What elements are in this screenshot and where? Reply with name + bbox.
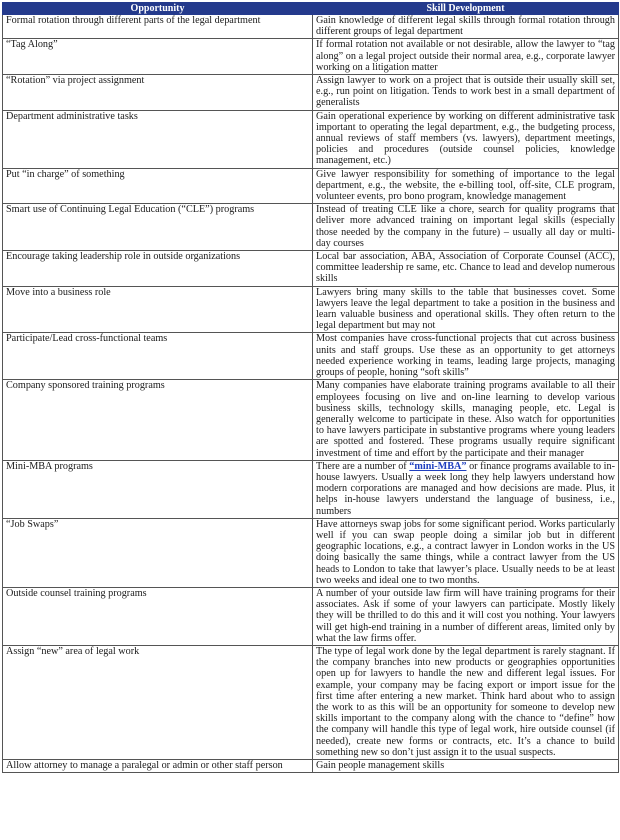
opportunities-table [2, 2, 619, 773]
opportunity-cell: Move into a business role [3, 286, 313, 333]
table-row [3, 460, 619, 518]
opportunity-cell: Company sponsored training programs [3, 380, 313, 460]
table-row [3, 251, 619, 287]
opportunity-cell: Mini-MBA programs [3, 460, 313, 518]
opportunity-cell: Assign “new” area of legal work [3, 645, 313, 759]
table-row [3, 168, 619, 204]
table-row [3, 39, 619, 75]
table-row [3, 518, 619, 587]
table-row [3, 204, 619, 251]
skill-cell: Have attorneys swap jobs for some significant period. Works particularly well if you can swap people doing a similar job but in different geographic locations, e.g., a contract lawyer in London works in the US doing basically the same things, while a contract lawyer from the US heads to London to take that lawyer’s place. Usually needs to be at least two weeks and ideal one to two months. [313, 518, 619, 587]
skill-cell [313, 460, 619, 518]
table-row [3, 286, 619, 333]
skill-cell: A number of your outside law firm will have training programs for their associates. Ask if some of your lawyers can participate. Mostly likely they will be thrilled to do this and it will cost you nothing. Your lawyers will get high-end training in a number of different areas, limited only by what the law firms offer. [313, 587, 619, 645]
opportunity-cell: Smart use of Continuing Legal Education (“CLE”) programs [3, 204, 313, 251]
table-row [3, 587, 619, 645]
opportunity-cell: Department administrative tasks [3, 110, 313, 168]
skill-cell: Gain people management skills [313, 760, 619, 773]
skill-cell: Lawyers bring many skills to the table that businesses covet. Some lawyers leave the legal department to take a position in the business and learn valuable business and operational skills. They often return to the legal department but may not [313, 286, 619, 333]
opportunity-cell: “Job Swaps” [3, 518, 313, 587]
skill-cell: Many companies have elaborate training programs available to all their employees focusing on live and on-line learning to develop various business skills, technology skills, managing people, etc. Legal is generally welcome to participate in these. Also watch for opportunities to have lawyers participate in substantive programs where young leaders are spotted and fostered. These programs usually require significant investment of time and effort by the participate and their manager [313, 380, 619, 460]
skill-cell: Instead of treating CLE like a chore, search for quality programs that deliver more advanced training on important legal skills (especially those needed by the company in the future) – usually all day or multi-day courses [313, 204, 619, 251]
table-row [3, 645, 619, 759]
skill-cell: Assign lawyer to work on a project that is outside their usually skill set, e.g., run point on litigation. Tends to work best in a small department of generalists [313, 75, 619, 111]
header-opportunity: Opportunity [3, 3, 313, 15]
table-row [3, 110, 619, 168]
skill-cell: Give lawyer responsibility for something of importance to the legal department, e.g., the website, the e-billing tool, off-site, CLE program, volunteer events, pro bono program, knowledge management [313, 168, 619, 204]
table-row [3, 380, 619, 460]
opportunity-cell: Participate/Lead cross-functional teams [3, 333, 313, 380]
table-row [3, 333, 619, 380]
opportunity-cell: “Rotation” via project assignment [3, 75, 313, 111]
skill-cell: If formal rotation not available or not desirable, allow the lawyer to “tag along” on a legal project outside their normal area, e.g., corporate lawyer working on a litigation matter [313, 39, 619, 75]
skill-cell: Gain knowledge of different legal skills through formal rotation through different groups of legal department [313, 15, 619, 39]
opportunity-cell: Allow attorney to manage a paralegal or admin or other staff person [3, 760, 313, 773]
header-skill-development: Skill Development [313, 3, 619, 15]
opportunity-cell: “Tag Along” [3, 39, 313, 75]
table-row [3, 760, 619, 773]
table-row [3, 75, 619, 111]
opportunity-cell: Put “in charge” of something [3, 168, 313, 204]
skill-cell: Local bar association, ABA, Association of Corporate Counsel (ACC), committee leadership re same, etc. Chance to lead and develop numerous skills [313, 251, 619, 287]
skill-text-before-link: There are a number of [316, 460, 410, 472]
mini-mba-link[interactable]: “mini-MBA” [409, 460, 467, 472]
skill-cell: The type of legal work done by the legal department is rarely stagnant. If the company branches into new products or geographies opportunities open up for lawyers to handle the new and different legal issues. For example, your company may be facing export or import issue for the first time after entering a new market. Think hard about who to assign the work to as this will be an opportunity for someone to develop new skills important to the company along with the chance to “define” how the company will handle this type of legal work, hire outside counsel (if needed), create new forms or contracts, etc. It’s a chance to build something new so don’t just assign it to the usual suspects. [313, 645, 619, 759]
opportunity-cell: Formal rotation through different parts of the legal department [3, 15, 313, 39]
skill-cell: Most companies have cross-functional projects that cut across business units and staff groups. Use these as an opportunity to get attorneys needed experience working in teams, leading large projects, managing groups of people, honing “soft skills” [313, 333, 619, 380]
skill-text-after-link: or finance programs available to in-house lawyers. Usually a week long they help lawyers understand how modern corporations are managed and how decisions are made. Plus, it helps in-house lawyers understand the language of business, i.e., numbers [316, 460, 615, 517]
table-row [3, 15, 619, 39]
opportunity-cell: Encourage taking leadership role in outside organizations [3, 251, 313, 287]
skill-cell: Gain operational experience by working on different administrative task important to operating the legal department, e.g., the budgeting process, annual reviews of staff members (vs. lawyers), department meetings, policies and procedures (outside counsel policies, knowledge management, etc.) [313, 110, 619, 168]
opportunity-cell: Outside counsel training programs [3, 587, 313, 645]
table-header-row [3, 3, 619, 15]
